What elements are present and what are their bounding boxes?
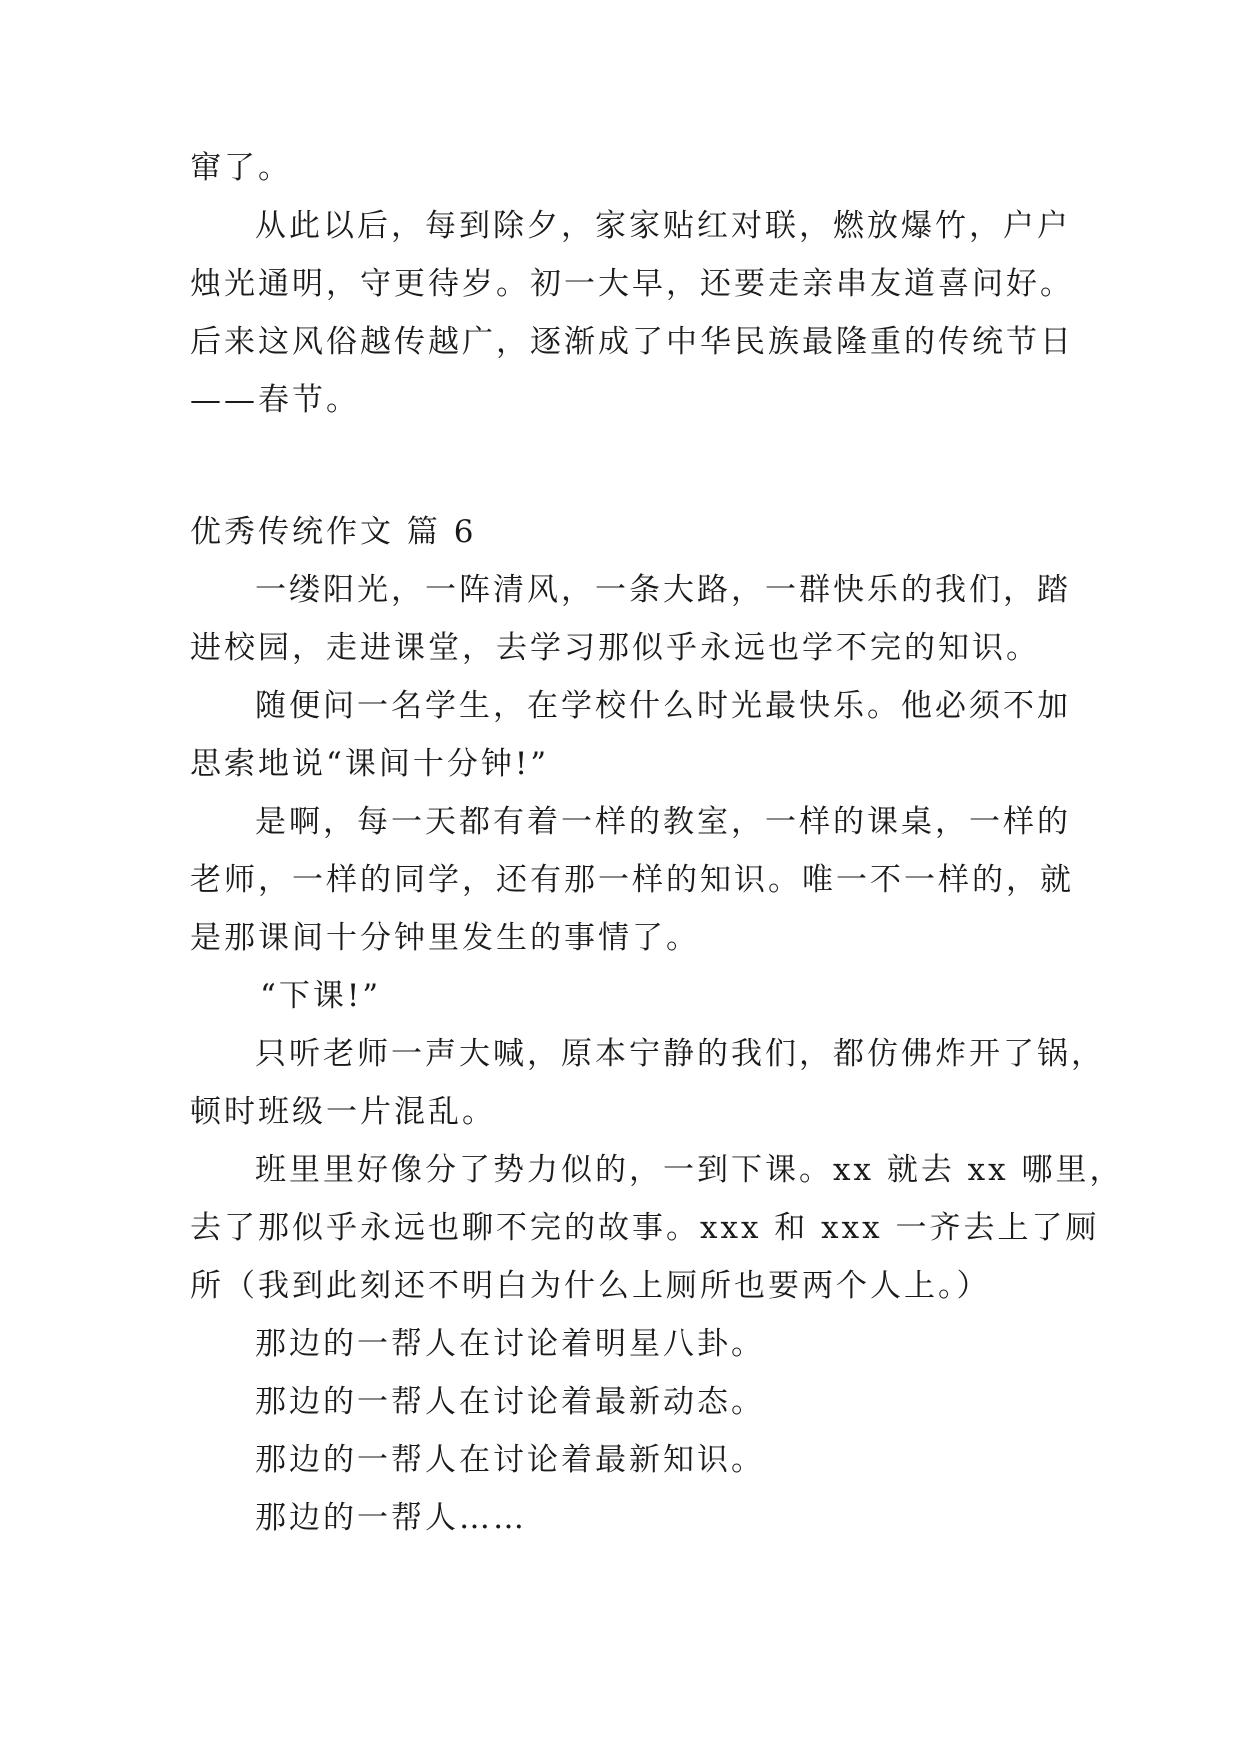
text-line: 进校园，走进课堂，去学习那似乎永远也学不完的知识。	[190, 630, 1040, 666]
section-heading: 优秀传统作文 篇 6	[190, 514, 477, 550]
text-line: 后来这风俗越传越广，逐渐成了中华民族最隆重的传统节日	[190, 324, 1074, 360]
text-line: 只听老师一声大喊，原本宁静的我们，都仿佛炸开了锅，	[255, 1036, 1105, 1072]
text-line: 顿时班级一片混乱。	[190, 1094, 496, 1130]
text-line: 那边的一帮人……	[255, 1500, 527, 1536]
text-line: 所（我到此刻还不明白为什么上厕所也要两个人上。）	[190, 1268, 991, 1304]
text-line: 烛光通明，守更待岁。初一大早，还要走亲串友道喜问好。	[190, 266, 1074, 302]
text-line: ——春节。	[190, 382, 360, 418]
text-line: “下课!”	[260, 978, 382, 1014]
text-line: 思索地说“课间十分钟!”	[190, 746, 550, 782]
text-line: 一缕阳光，一阵清风，一条大路，一群快乐的我们，踏	[255, 572, 1071, 608]
text-line: 是那课间十分钟里发生的事情了。	[190, 920, 700, 956]
text-line: 那边的一帮人在讨论着最新知识。	[255, 1442, 765, 1478]
text-line: 是啊，每一天都有着一样的教室，一样的课桌，一样的	[255, 804, 1071, 840]
text-line: 随便问一名学生，在学校什么时光最快乐。他必须不加	[255, 688, 1071, 724]
text-line: 班里里好像分了势力似的，一到下课。xx 就去 xx 哪里，	[255, 1152, 1124, 1188]
text-line: 那边的一帮人在讨论着明星八卦。	[255, 1326, 765, 1362]
text-line: 窜了。	[190, 150, 292, 186]
text-line: 那边的一帮人在讨论着最新动态。	[255, 1384, 765, 1420]
text-line: 老师，一样的同学，还有那一样的知识。唯一不一样的，就	[190, 862, 1074, 898]
text-line: 去了那似乎永远也聊不完的故事。xxx 和 xxx 一齐去上了厕	[190, 1210, 1100, 1246]
text-line: 从此以后，每到除夕，家家贴红对联，燃放爆竹，户户	[255, 208, 1071, 244]
